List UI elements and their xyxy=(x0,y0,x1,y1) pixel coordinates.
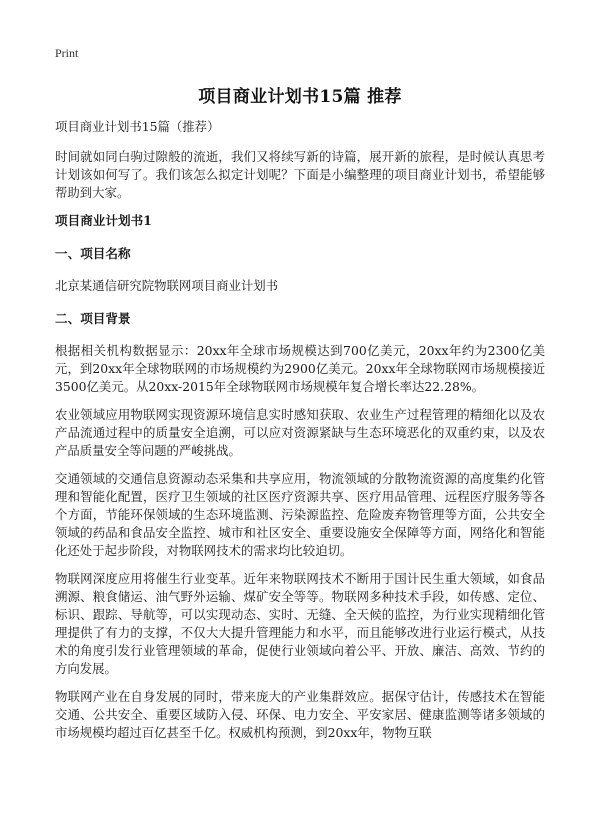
plan-heading: 项目商业计划书1 xyxy=(55,213,152,228)
document-title: 项目商业计划书15篇 推荐 xyxy=(198,87,402,107)
project-name-text: 北京某通信研究院物联网项目商业计划书 xyxy=(55,278,279,293)
background-paragraph-industry-cluster: 物联网产业在自身发展的同时，带来庞大的产业集群效应。据保守估计，传感技术在智能交通、公共安全、重要区域防入侵、环保、电力安全、平安家居、健康监测等诸多领域的市场规模均超过百亿甚至千亿。权威机构预测，到20xx年，物物互联 xyxy=(55,689,545,740)
background-paragraph-industry-change: 物联网深度应用将催生行业变革。近年来物联网技术不断用于国计民生重大领域，如食品溯源、粮食储运、油气野外运输、煤矿安全等等。物联网多种技术手段，如传感、定位、标识、跟踪、导航等，可以实现动态、实时、无缝、全天候的监控，为行业实现精细化管理提供了有力的支撑，不仅大大提升管理能力和水平，而且能够改进行业运行模式，从技术的角度引发行业管理领域的革命，促使行业领域向着公平、开放、廉洁、高效、节约的方向发展。 xyxy=(55,571,545,676)
document-subtitle: 项目商业计划书15篇（推荐） xyxy=(55,119,220,134)
background-paragraph-agriculture: 农业领域应用物联网实现资源环境信息实时感知获取、农业生产过程管理的精细化以及农产品流通过程中的质量安全追溯，可以应对资源紧缺与生态环境恶化的双重约束，以及农产品质量安全等问题的严峻挑战。 xyxy=(55,407,545,458)
section-heading-project-name: 一、项目名称 xyxy=(55,246,131,261)
background-paragraph-transport-medical: 交通领域的交通信息资源动态采集和共享应用，物流领域的分散物流资源的高度集约化管理和智能化配置，医疗卫生领域的社区医疗资源共享、医疗用品管理、远程医疗服务等各个方面，节能环保领域的生态环境监测、污染源监控、危险废弃物管理等方面，公共安全领域的药品和食品安全监控、城市和社区安全、重要设施安全保障等方面，网络化和智能化还处于起步阶段，对物联网技术的需求均比较迫切。 xyxy=(55,471,545,558)
print-label: Print xyxy=(55,46,79,60)
intro-paragraph: 时间就如同白驹过隙般的流逝，我们又将续写新的诗篇，展开新的旅程，是时候认真思考计划该如何写了。我们该怎么拟定计划呢？下面是小编整理的项目商业计划书，希望能够帮助到大家。 xyxy=(55,149,545,200)
document-content xyxy=(55,118,545,752)
section-heading-project-background: 二、项目背景 xyxy=(55,311,131,326)
background-paragraph-market-size: 根据相关机构数据显示：20xx年全球市场规模达到700亿美元，20xx年约为2300亿美元，到20xx年全球物联网的市场规模约为2900亿美元。20xx年全球物联网市场规模接近3500亿美元。从20xx-2015年全球物联网市场规模年复合增长率达22.28%。 xyxy=(55,343,545,394)
